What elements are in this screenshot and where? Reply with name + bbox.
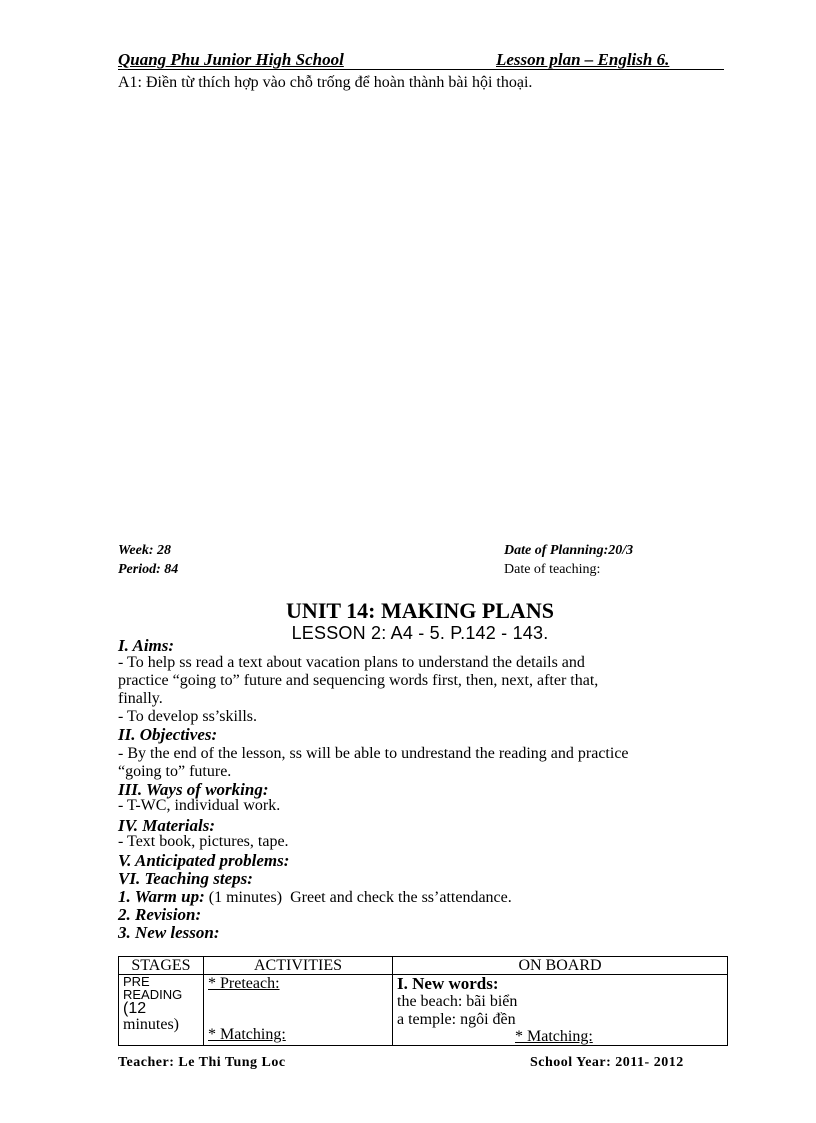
aims-heading: I. Aims: (118, 636, 175, 655)
steps-heading: VI. Teaching steps: (118, 869, 253, 888)
board-cell (393, 975, 728, 1046)
activities-cell (204, 975, 393, 1046)
col-activities: ACTIVITIES (204, 957, 393, 975)
date-teaching: Date of teaching: (504, 562, 601, 577)
school-year: School Year: 2011- 2012 (530, 1055, 684, 1070)
aims-line-4: - To develop ss’skills. (118, 708, 258, 725)
aims-line-1: - To help ss read a text about vacation plans to understand the details and (118, 654, 585, 671)
stage-line-3: (12 (123, 1000, 147, 1017)
warm-up-row (118, 887, 512, 907)
aims-line-3: finally. (118, 690, 163, 707)
lesson-table (118, 956, 728, 1046)
ways-line-1: - T-WC, individual work. (118, 797, 281, 814)
school-name: Quang Phu Junior High School (118, 50, 344, 69)
preteach-label: * Preteach: (208, 975, 280, 992)
unit-title: UNIT 14: MAKING PLANS (286, 598, 554, 623)
table-row (119, 975, 728, 1046)
col-on-board: ON BOARD (393, 957, 728, 975)
a1-instruction: A1: Điền từ thích hợp vào chỗ trống để hoàn thành bài hội thoại. (118, 74, 533, 91)
date-planning: Date of Planning:20/3 (504, 543, 634, 558)
table-header-row (119, 957, 728, 975)
ways-heading: III. Ways of working: (118, 780, 269, 799)
lesson-subtitle: LESSON 2: A4 - 5. P.142 - 143. (291, 623, 549, 643)
materials-line-1: - Text book, pictures, tape. (118, 833, 289, 850)
new-lesson-heading: 3. New lesson: (118, 923, 220, 942)
stage-line-1: PRE (123, 974, 150, 989)
aims-line-2: practice “going to” future and sequencing words first, then, next, after that, (118, 672, 599, 689)
objectives-line-1: - By the end of the lesson, ss will be able to undrestand the reading and practice (118, 745, 629, 762)
stage-line-2: READING (123, 987, 183, 1002)
new-words-heading: I. New words: (397, 974, 499, 993)
matching-label: * Matching: (208, 1026, 286, 1043)
objectives-line-2: “going to” future. (118, 763, 232, 780)
warm-up-label: 1. Warm up: (118, 887, 205, 906)
word-beach: the beach: bãi biển (397, 993, 518, 1010)
stage-cell (119, 975, 204, 1046)
word-temple: a temple: ngôi đền (397, 1011, 516, 1028)
teacher-name: Teacher: Le Thi Tung Loc (118, 1055, 286, 1070)
objectives-heading: II. Objectives: (118, 725, 218, 744)
board-matching: * Matching: (515, 1028, 593, 1045)
materials-heading: IV. Materials: (118, 816, 215, 835)
warm-up-text: (1 minutes) Greet and check the ss’attendance. (204, 889, 512, 906)
period-label: Period: 84 (118, 562, 179, 577)
header-rule (118, 69, 724, 70)
week-label: Week: 28 (118, 543, 171, 558)
lesson-plan-label: Lesson plan – English 6. (496, 50, 670, 69)
revision-heading: 2. Revision: (118, 905, 202, 924)
stage-line-4: minutes) (123, 1016, 179, 1033)
col-stages: STAGES (119, 957, 204, 975)
anticipated-heading: V. Anticipated problems: (118, 851, 290, 870)
